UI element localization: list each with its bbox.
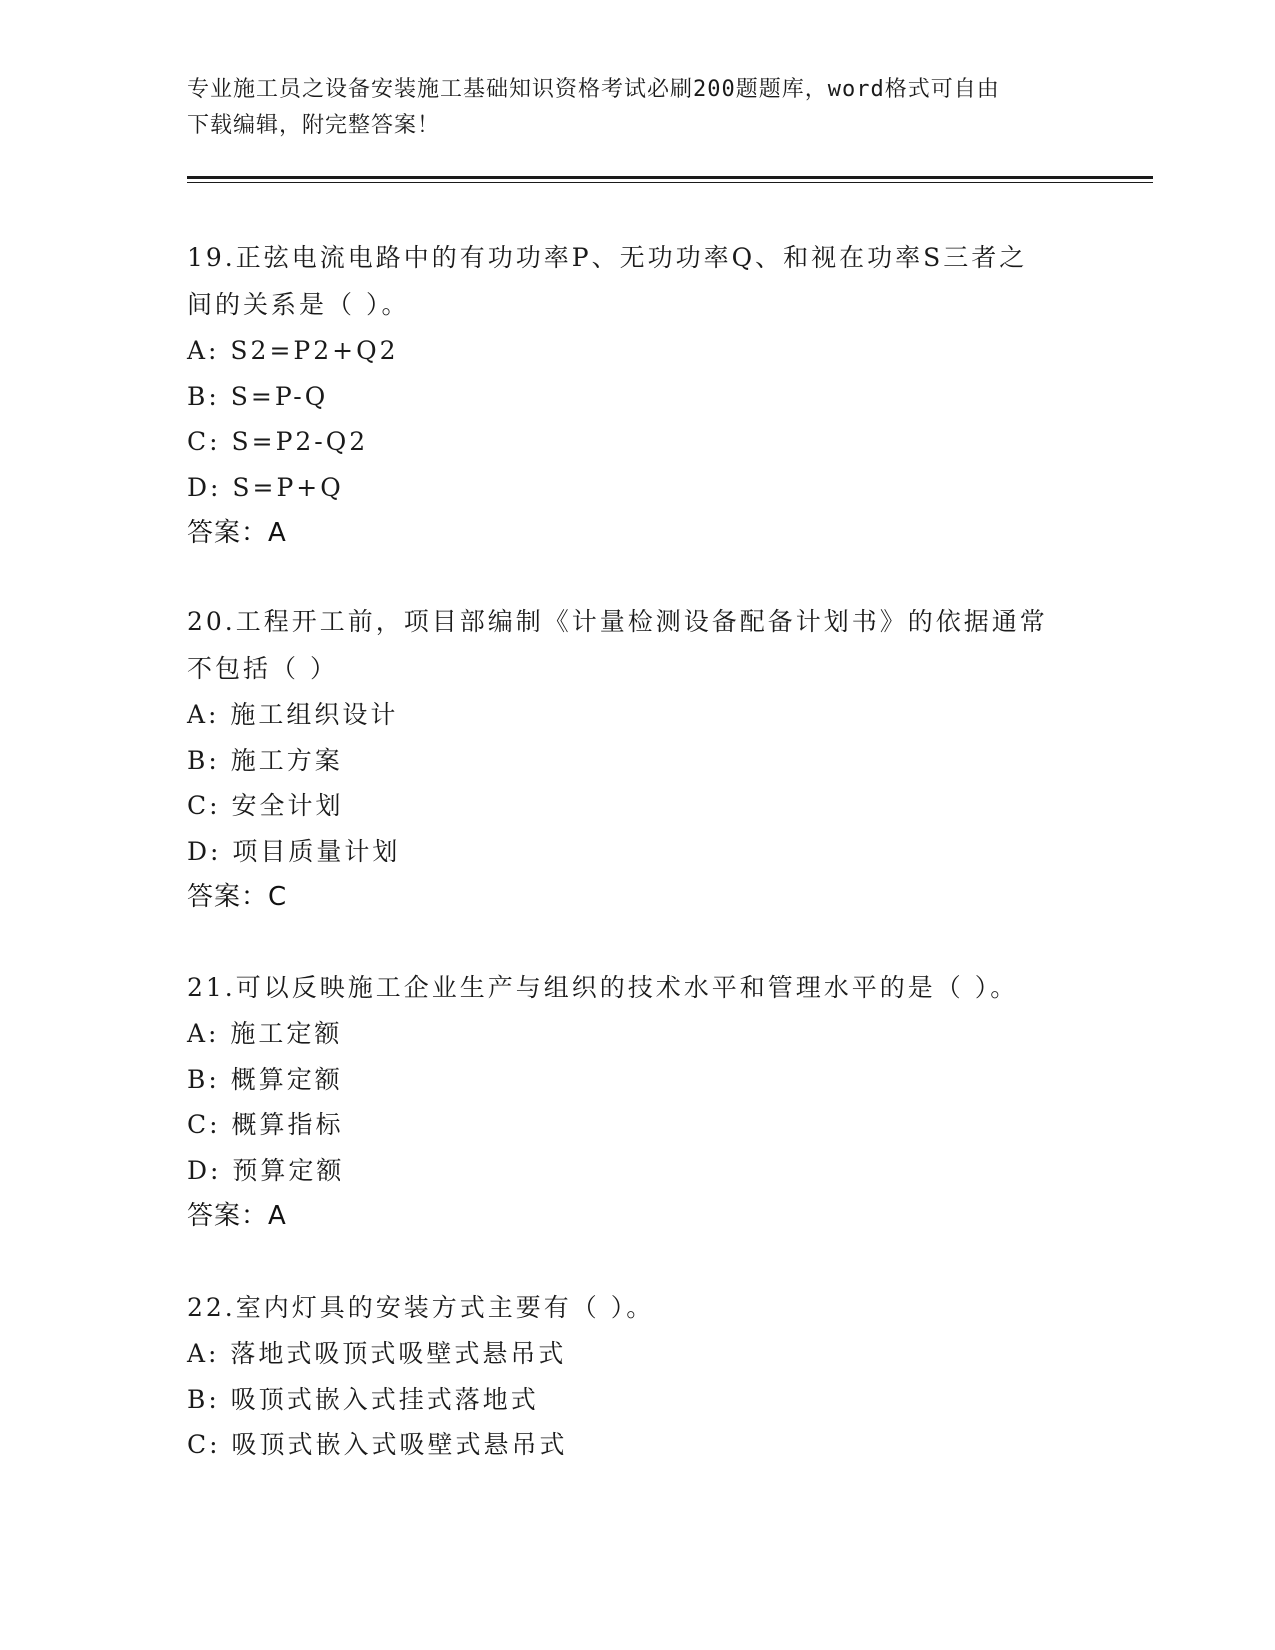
question-stem-line: 21.可以反映施工企业生产与组织的技术水平和管理水平的是（ ）。 bbox=[187, 973, 1019, 1002]
question-stem-line: 间的关系是（ ）。 bbox=[187, 290, 410, 319]
header-line-2: 下载编辑，附完整答案！ bbox=[187, 113, 441, 138]
option-b: B: 施工方案 bbox=[187, 745, 343, 775]
option-c: C: 吸顶式嵌入式吸壁式悬吊式 bbox=[187, 1430, 568, 1459]
question-19 bbox=[187, 234, 1087, 556]
answer: 答案：A bbox=[187, 1201, 287, 1231]
answer: 答案：C bbox=[187, 882, 288, 912]
question-stem-line: 20.工程开工前，项目部编制《计量检测设备配备计划书》的依据通常 bbox=[187, 607, 1048, 636]
header-line-1: 专业施工员之设备安装施工基础知识资格考试必刷200题题库，word格式可自由 bbox=[187, 77, 1000, 102]
document-header bbox=[187, 72, 1067, 144]
option-b: B: 吸顶式嵌入式挂式落地式 bbox=[187, 1384, 539, 1414]
question-22 bbox=[187, 1284, 1087, 1468]
option-b: B: S=P-Q bbox=[187, 381, 329, 411]
option-c: C: S=P2-Q2 bbox=[187, 427, 369, 456]
header-divider-thick bbox=[187, 176, 1153, 179]
option-c: C: 概算指标 bbox=[187, 1110, 344, 1139]
question-21 bbox=[187, 964, 1087, 1239]
question-stem-line: 不包括（ ） bbox=[187, 654, 338, 683]
option-c: C: 安全计划 bbox=[187, 791, 344, 820]
option-b: B: 概算定额 bbox=[187, 1064, 343, 1094]
answer: 答案：A bbox=[187, 518, 287, 548]
question-stem-line: 19.正弦电流电路中的有功功率P、无功功率Q、和视在功率S三者之 bbox=[187, 243, 1028, 272]
question-stem-line: 22.室内灯具的安装方式主要有（ ）。 bbox=[187, 1293, 655, 1322]
option-d: D: 项目质量计划 bbox=[187, 836, 401, 866]
header-divider-thin bbox=[187, 182, 1153, 183]
question-20 bbox=[187, 598, 1087, 920]
option-d: D: S=P+Q bbox=[187, 472, 344, 502]
option-a: A: 施工组织设计 bbox=[187, 700, 399, 729]
option-d: D: 预算定额 bbox=[187, 1155, 345, 1185]
option-a: A: 落地式吸顶式吸壁式悬吊式 bbox=[187, 1339, 567, 1368]
option-a: A: 施工定额 bbox=[187, 1019, 343, 1048]
option-a: A: S2=P2+Q2 bbox=[187, 336, 399, 365]
